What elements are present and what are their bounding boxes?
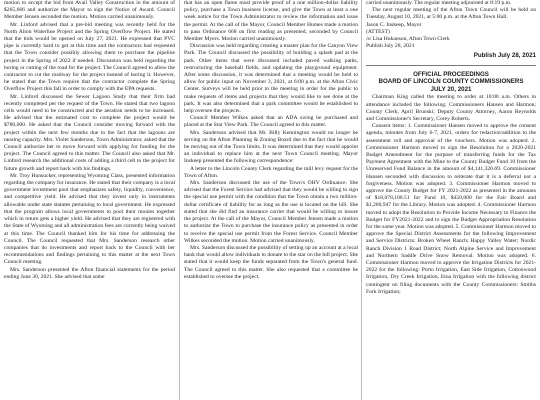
paragraph: Mrs. Sanderson advised that Mr. Billy Kennington would no longer be serving on the Afton Planning & Zoning Board due to the fact that he would be moving out of the Town limits. It was determined that they would appoint an individual to replace him at the next Town Council meeting. Mayor Inskeep presented the following correspondence: [184, 129, 358, 165]
paragraph: Mr. Linford advised that a pre-bid meeting was recently held for the North Alton Waterline Project and the Spring Overflow Project. He stated that the bids would be opened on July 27, 2021. He expressed that PVC pipe is currently hard to get at this time and the contractors had requested that the Town consider possibly allowing them to purchase the pipeline project in the Spring of 2022 if needed. Discussion was held regarding the boring or cutting of the road for the project. The Council agreed to allow the contractor to cut the roadway for the project instead of boring it. However, he stated that the Town require that the contractor complete the Spring Overflow Project this fall in order to comply with the EPA requests. [4, 21, 175, 93]
clerk-signature: /s/ Lisa Hokanson, Afton Town Clerk [366, 36, 450, 43]
publish-line: Publish July 28, 2021 [473, 52, 536, 60]
paragraph: that has an open flame must provide proof of a one million-dollar liability policy, purchase a Town business license, and give the Town at least a one week notice for the Town Administrator to review the information and issue the permit. At the call of the Mayor, Council Member Humes made a motion to pass Ordinance 668 on first reading as presented, seconded by Council Member Myers. Motion carried unanimously. [184, 0, 358, 43]
attest-label: (ATTEST) [366, 28, 390, 35]
column-divider [179, 0, 180, 400]
paragraph: Chairman King called the meeting to order at 10:00 a.m. Others in attendance included the following: Commissioners Hansen and Harmon; County Clerk, April Brunski; Deputy County Attorney, Aaron Reynolds and Commissioner's Secretary, Corey Roberts. [366, 94, 536, 123]
notice-board-title: BOARD OF LINCOLN COUNTY COMMISSIONERS [378, 78, 524, 86]
mayor-signature: Jason C. Inskeep, Mayor [366, 21, 422, 28]
paragraph: Consent items: 1. Commissioner Hansen moved to approve the consent agenda, minutes from July 6-7, 2021, orders for redaction/addition to the assessment roll and approval of the vouchers. Motion was adopted. 2. Commissioner Harmon moved to sign the Resolution for a 2020-2021 Budget Amendment for the purpose of transferring funds for the Tax Payment Agreement with the Mine to the County Budget Fund 10 from the Unreserved Fund Balance in the amount of $4,141,320.69. Commissioner Hansen seconded with discussion to reiterate that it is a deferral not a forgiveness. Motion was adopted. 3. Commissioner Harmon moved to approve the County Budget for FY 2021-2022 as presented in the amounts of $18,078,108.51 for Fund 10, $450,000 for the Fair Board and $1,260,947 for the Library. Motion was adopted. 4. Commissioner Harmon moved to adopt the Resolution to Provide Income Necessary to Finance the Budget for FY2021-2022 and to sign the Budget Appropriation Resolution for the same year. Motion was adopted. 5. Commissioner Harmon moved to approve the Special District Assessments for the following Improvement and Service Districts: Broken Wheel Ranch; Happy Valley Water; Nordic Ranch Division 1 Road District; North Alpine Service and Improvement and Northern Saddle Drive Snow Removal. Motion was adopted. 6. Commissioner Harmon moved to approve the Irrigation Districts for 2021-2022 for the following: Porto Irrigation, East Side Irrigation, Cottonwood Irrigation, Dry Creek Irrigation, Etna Irrigation with the following district contingent on filing documents with the County Commissioners: Smiths Fork Irrigation; [366, 123, 536, 295]
paragraph: A letter to the Lincoln County Clerk regarding the mill levy request for the Town of Afton. [184, 165, 358, 179]
paragraph: Mrs. Sanderson discussed the use of the Town's OHV Ordinance. She advised that the Forest Service had advised that they would be willing to sign the special use permit with the condition that the Town obtain a two million-dollar certificate of liability for as long as the use is located on the hill. She stated that she did find an insurance carrier that would be willing to insure the project. At the call of the Mayor, Council Member Jensen made a motion to authorize the Town to purchase the insurance policy as presented in order to receive the special use permit from the Forest Service. Council Member Wilkes seconded the motion. Motion carried unanimously. [184, 180, 358, 244]
notice-date: JULY 20, 2021 [430, 85, 472, 93]
signature-block [366, 22, 536, 51]
column-afton-minutes-middle [184, 0, 358, 400]
paragraph: The next regular meeting of the Afton Town Council will be held on Tuesday, August 10, 2021, at 5:00 p.m. at the Afton Town Hall. [366, 7, 536, 21]
column-afton-minutes-left [4, 0, 175, 400]
paragraph: Council Member Wilkes asked that an ADA swing be purchased and placed at the Star View Park. The Council agreed to this matter. [184, 115, 358, 129]
paragraph: Mr. Linford discussed the Sewer Lagoon Study that their firm had recently completed per the request of the Town. He stated that two lagoon cells would need to be constructed and the aeration needs to be increased. He advised that the estimated cost to complete the project would be $780,000. He asked that the Council consider moving forward with the project within the next few months due to the fact that the lagoons are nearing capacity. Mrs. Violet Sanderson, Town Administrator, asked that the Council authorize her to move forward with applying for funding for the project. The Council agreed to this matter. The Council also asked that Mr. Linford research the additional costs of adding a third cell to the project for future growth and report back with his findings. [4, 93, 175, 172]
paragraph: Discussion was held regarding creating a master plan for the Canyon View Park. The Council discussed the possibility of building a splash pad at the park. Other items that were discussed included paved walking paths, restructuring the baseball fields, and updating the playground equipment. After some discussion, it was determined that a meeting would be held to allow for public input on November 3, 2021, at 6:00 p.m. at the Afton Civic Center. Surveys will be held prior to the meeting in order for the public to make requests of items and projects that they would like to see done at the park. It was also determined that a park committee would be established to help oversee the projects. [184, 43, 358, 115]
paragraph: Mrs. Sanderson presented the Afton financial statements for the period ending June 30, 2021. She advised that some [4, 266, 175, 280]
publish-date: Publish July 28, 2021 [366, 43, 415, 50]
paragraph: Mrs. Sanderson discussed the possibility of setting up an account at a local bank that would allow individuals to donate to the star on the hill project. She stated that it would keep the funds separated from the Town's general fund. The Council agreed to this matter. She also requested that a committee be established to oversee the project. [184, 244, 358, 280]
column-right [366, 0, 536, 400]
section-separator [366, 65, 536, 66]
column-divider [361, 0, 362, 400]
paragraph: carried unanimously. The regular meeting adjourned at 8:19 p.m. [366, 0, 512, 6]
paragraph: Mr. Troy Hunsucker, representing Wyoming Class, presented information regarding the company for insurance. He stated that their company is a local government investment pool that emphasizes safety, liquidity, convenience, and competitive yield. He advised that they invest only in instruments allowable under state statutes pertaining to local government. He expressed that the program allows local governments to pool their monies together which in return gets a higher yield. He advised that they are registered with the State of Wyoming and all administration fees are currently being waived at this time. The Council thanked him for his time for addressing the Council. The Council requested that Mrs. Sanderson research other companies that do investments and report back to the Council with her recommendations and findings pertaining to this matter at the next Town Council meeting. [4, 172, 175, 266]
notice-title: OFFICIAL PROCEEDINGS [413, 70, 489, 78]
paragraph: motion to accept the bid from Avail Valley Construction in the amount of $265,666 and authorize the Mayor to sign the Notice of Award. Council Member Jensen seconded the motion. Motion carried unanimously. [4, 0, 175, 21]
